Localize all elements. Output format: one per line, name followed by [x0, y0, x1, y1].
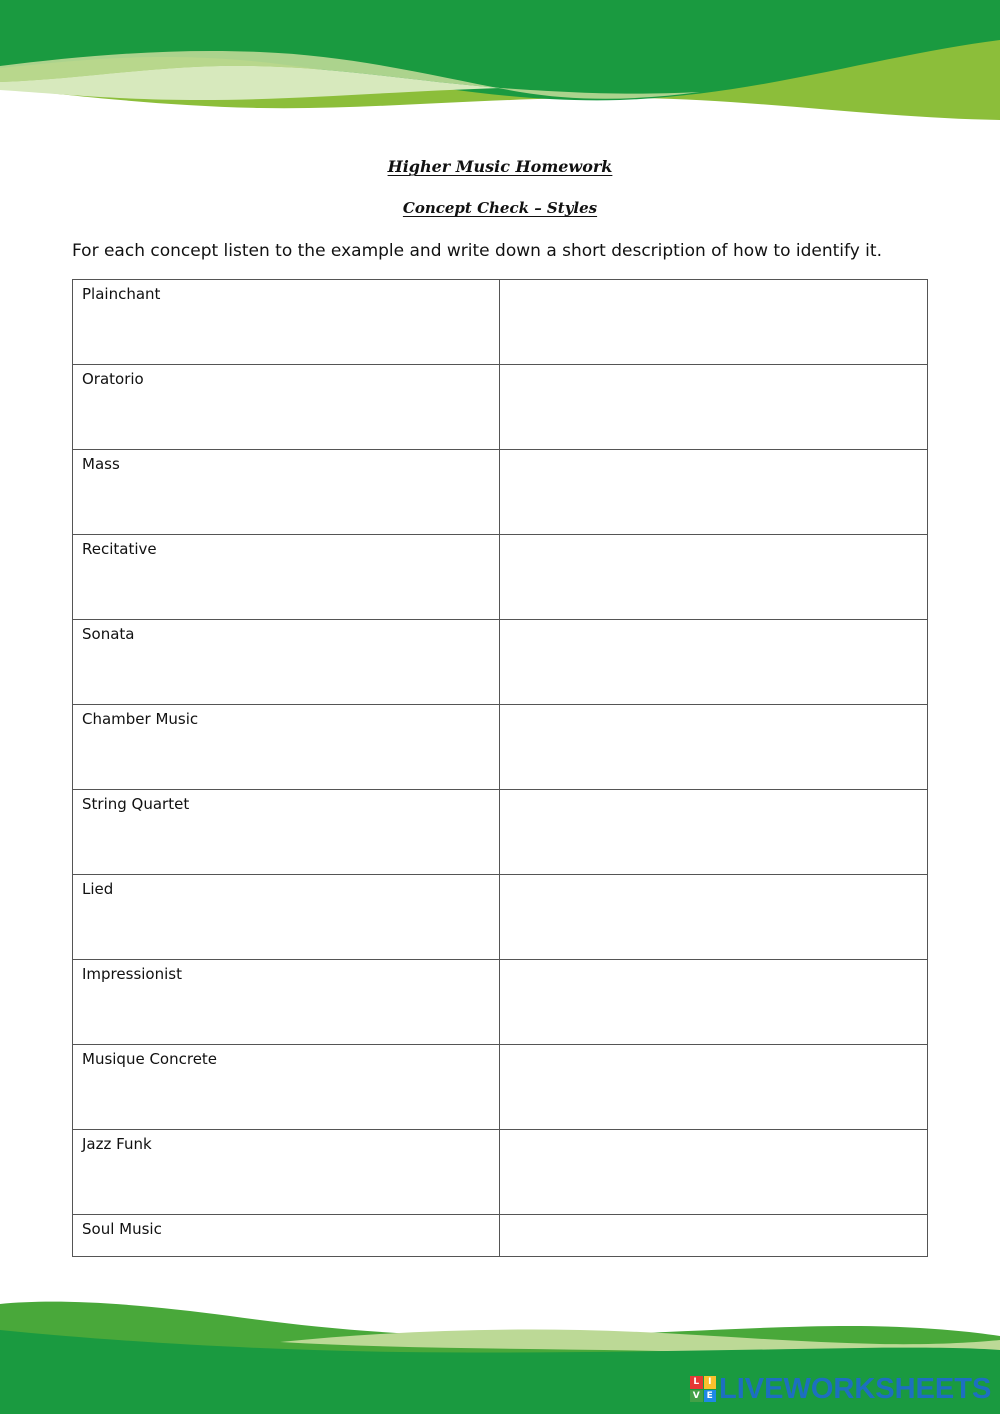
worksheet-subtitle: Concept Check – Styles	[402, 199, 598, 217]
concept-label: String Quartet	[73, 790, 500, 875]
concept-label: Impressionist	[73, 960, 500, 1045]
table-row	[73, 875, 928, 960]
concept-label: Sonata	[73, 620, 500, 705]
table-row	[73, 365, 928, 450]
concept-table	[72, 279, 928, 1257]
concept-label: Recitative	[73, 535, 500, 620]
answer-cell[interactable]	[500, 1130, 928, 1215]
header-wave-decoration	[0, 0, 1000, 130]
concept-label: Jazz Funk	[73, 1130, 500, 1215]
table-row	[73, 1130, 928, 1215]
table-row	[73, 450, 928, 535]
answer-cell[interactable]	[500, 1215, 928, 1257]
answer-cell[interactable]	[500, 1045, 928, 1130]
table-row	[73, 620, 928, 705]
concept-label: Chamber Music	[73, 705, 500, 790]
table-row	[73, 1215, 928, 1257]
answer-cell[interactable]	[500, 790, 928, 875]
logo-badge-icon: L I V E	[690, 1376, 716, 1402]
answer-cell[interactable]	[500, 620, 928, 705]
table-row	[73, 960, 928, 1045]
answer-cell[interactable]	[500, 280, 928, 365]
concept-label: Soul Music	[73, 1215, 500, 1257]
instructions-text: For each concept listen to the example and write down a short description of how to identify it.	[72, 241, 882, 261]
table-row	[73, 280, 928, 365]
concept-label: Mass	[73, 450, 500, 535]
answer-cell[interactable]	[500, 705, 928, 790]
logo-text: LIVEWORKSHEETS	[719, 1373, 992, 1405]
table-row	[73, 790, 928, 875]
answer-cell[interactable]	[500, 960, 928, 1045]
answer-cell[interactable]	[500, 365, 928, 450]
table-row	[73, 535, 928, 620]
concept-label: Oratorio	[73, 365, 500, 450]
answer-cell[interactable]	[500, 450, 928, 535]
table-row	[73, 705, 928, 790]
table-row	[73, 1045, 928, 1130]
answer-cell[interactable]	[500, 875, 928, 960]
worksheet-title: Higher Music Homework	[387, 157, 613, 176]
answer-cell[interactable]	[500, 535, 928, 620]
liveworksheets-logo	[690, 1374, 991, 1404]
concept-label: Plainchant	[73, 280, 500, 365]
concept-label: Lied	[73, 875, 500, 960]
concept-label: Musique Concrete	[73, 1045, 500, 1130]
